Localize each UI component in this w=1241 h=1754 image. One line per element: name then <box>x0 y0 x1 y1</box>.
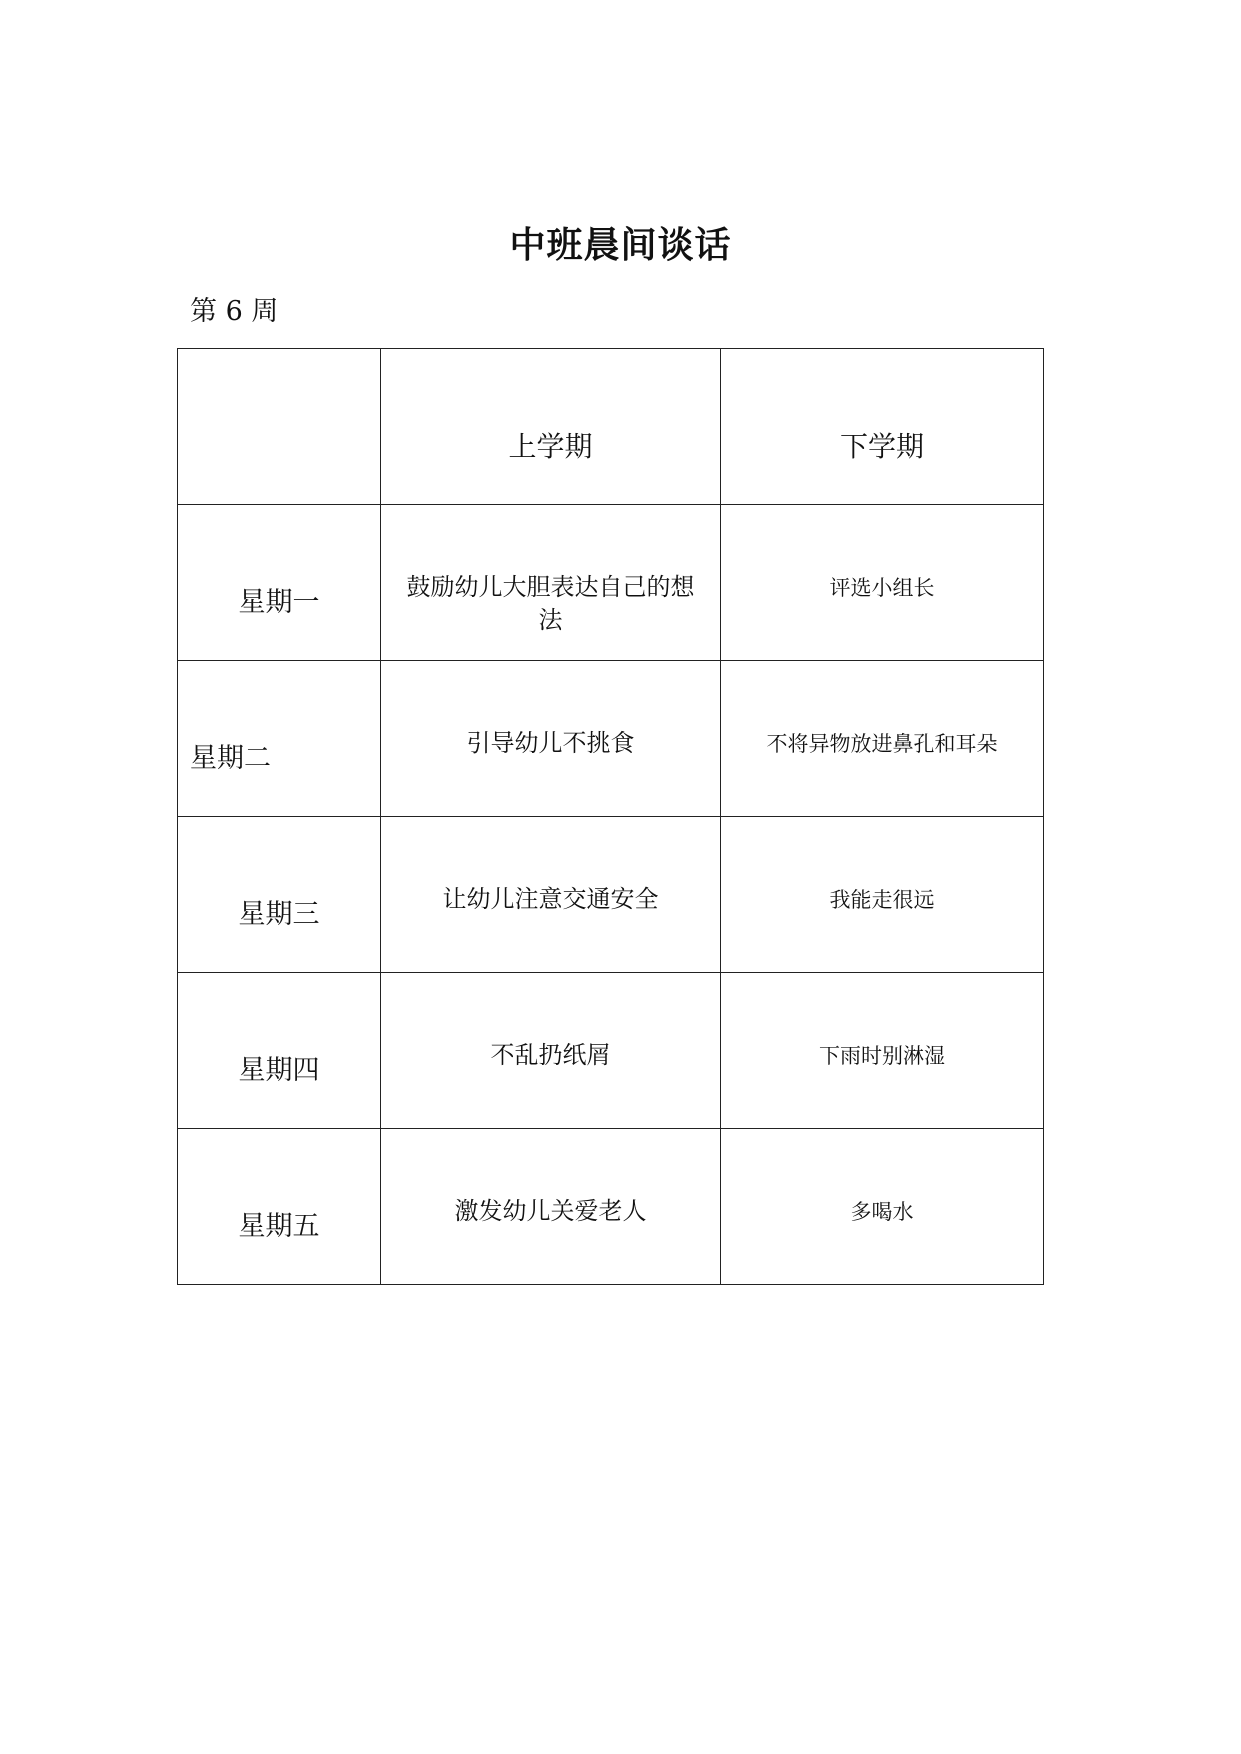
lower-term-cell <box>721 817 1044 973</box>
header-lower-term-label: 下学期 <box>839 430 924 463</box>
upper-term-topic: 让幼儿注意交通安全 <box>442 885 659 913</box>
table-row <box>178 661 1044 817</box>
header-cell-corner <box>178 349 381 505</box>
upper-term-topic: 激发幼儿关爱老人 <box>454 1197 647 1225</box>
upper-term-cell <box>381 817 721 973</box>
schedule-table <box>177 348 1044 1285</box>
day-label: 星期五 <box>238 1211 320 1242</box>
week-label: 第 6 周 <box>190 296 279 327</box>
day-cell <box>178 817 381 973</box>
lower-term-topic: 我能走很远 <box>829 888 935 912</box>
upper-term-cell <box>381 505 721 661</box>
day-label: 星期二 <box>190 743 271 774</box>
lower-term-cell <box>721 661 1044 817</box>
lower-term-cell <box>721 973 1044 1129</box>
day-label: 星期四 <box>238 1055 320 1086</box>
day-label: 星期一 <box>238 587 320 618</box>
table-row <box>178 505 1044 661</box>
day-cell <box>178 1129 381 1285</box>
page-title: 中班晨间谈话 <box>509 225 732 266</box>
lower-term-topic: 多喝水 <box>850 1200 914 1224</box>
lower-term-topic: 不将异物放进鼻孔和耳朵 <box>766 732 998 756</box>
table-row <box>178 973 1044 1129</box>
day-cell <box>178 661 381 817</box>
upper-term-cell <box>381 661 721 817</box>
table-header-row <box>178 349 1044 505</box>
lower-term-topic: 评选小组长 <box>829 576 935 600</box>
day-label: 星期三 <box>238 899 320 930</box>
header-cell-lower-term <box>721 349 1044 505</box>
upper-term-cell <box>381 1129 721 1285</box>
upper-term-topic: 引导幼儿不挑食 <box>466 729 635 757</box>
table-row <box>178 1129 1044 1285</box>
day-cell <box>178 973 381 1129</box>
upper-term-cell <box>381 973 721 1129</box>
upper-term-topic: 鼓励幼儿大胆表达自己的想法 <box>406 573 695 634</box>
header-upper-term-label: 上学期 <box>508 430 593 463</box>
lower-term-topic: 下雨时别淋湿 <box>819 1044 945 1068</box>
upper-term-topic: 不乱扔纸屑 <box>490 1041 611 1069</box>
lower-term-cell <box>721 505 1044 661</box>
header-cell-upper-term <box>381 349 721 505</box>
table-row <box>178 817 1044 973</box>
day-cell <box>178 505 381 661</box>
lower-term-cell <box>721 1129 1044 1285</box>
